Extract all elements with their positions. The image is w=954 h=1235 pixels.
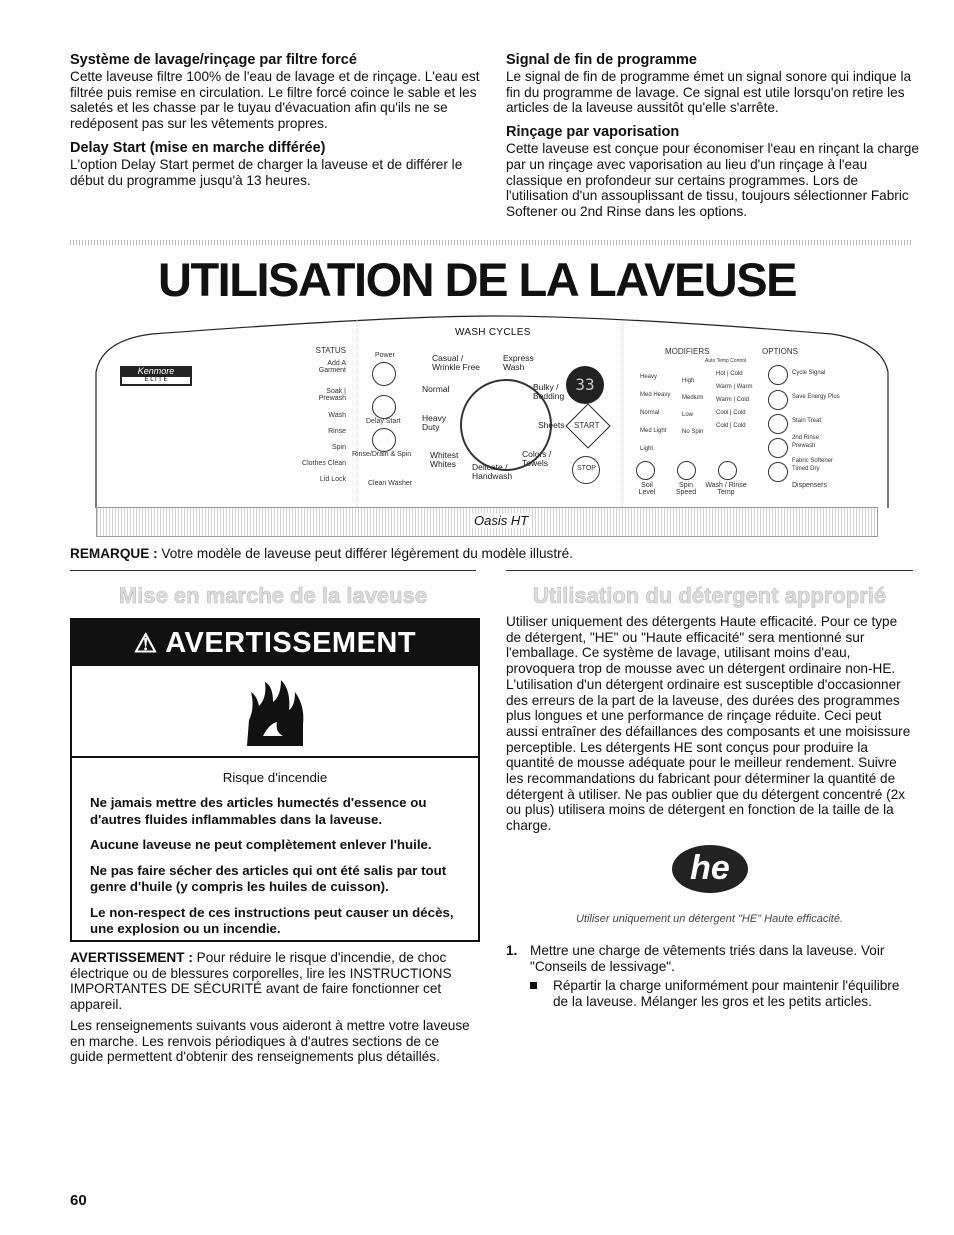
cycle-label: Casual / Wrinkle Free (432, 353, 481, 372)
soil-item: Heavy (640, 374, 658, 380)
option-item: Timed Dry (792, 466, 820, 472)
he-caption: Utiliser uniquement un détergent "HE" Haute efficacité. (575, 913, 844, 925)
bullet-icon (530, 982, 537, 989)
delay-start-label: Delay Start (366, 418, 401, 425)
top-left-column (70, 52, 480, 194)
dispensers-label: Dispensers (792, 482, 828, 489)
fire-icon-area (72, 666, 478, 758)
wash-cycles-label: WASH CYCLES (455, 327, 531, 338)
status-item: Wash (328, 412, 346, 419)
temp-list (716, 368, 752, 433)
status-item: Add A Garment (318, 360, 346, 374)
section-heading: Delay Start (mise en marche différée) (70, 139, 326, 156)
cycle-label: Delicate / Handwash (472, 462, 513, 481)
status-label: STATUS (315, 346, 346, 355)
rinse-prewash-button[interactable] (768, 438, 788, 458)
warning-text: Ne jamais mettre des articles humectés d'essence ou d'autres fluides inflammables dans la laveuse. (90, 795, 427, 827)
modifiers-label: MODIFIERS (665, 347, 710, 356)
option-item: 2nd Rinse (792, 435, 820, 441)
spin-item: No Spin (682, 429, 704, 435)
temp-item: Warm | Cold (716, 397, 750, 403)
cycle-signal-button[interactable] (768, 365, 788, 385)
warning-text: Ne pas faire sécher des articles qui ont été salis par tout genre d'huile (y compris les huiles de cuisson). (90, 862, 447, 894)
status-item: Spin (331, 444, 346, 451)
status-panel (300, 346, 346, 483)
warning-header (72, 620, 478, 666)
option-item: Fabric Softener (792, 458, 834, 464)
section-heading: Signal de fin de programme (506, 52, 697, 68)
warning-text: Le non-respect de ces instructions peut causer un décès, une explosion ou un incendie. (90, 904, 454, 936)
stain-treat-button[interactable] (768, 414, 788, 434)
fire-icon (243, 676, 307, 748)
divider (70, 570, 476, 571)
section-heading: Utilisation du détergent approprié (532, 583, 887, 608)
warning-text: Aucune laveuse ne peut complètement enlever l'huile. (90, 837, 432, 852)
temp-item: Warm | Warm (716, 384, 753, 390)
option-item: Prewash (792, 443, 816, 449)
soil-item: Normal (640, 410, 660, 416)
options-label: OPTIONS (762, 347, 799, 356)
status-item: Lid Lock (319, 476, 346, 483)
paragraph: Cette laveuse est conçue pour économiser l'eau en rinçant la charge par un rinçage avec vaporisation au lieu d'un rinçage à l'eau classique en profondeur sur certains programmes. Lors de l'utilisation d'un assouplissant de tissu, toujours sélectionner Fabric Softener ou 2nd Rinse dans les options. (506, 141, 919, 219)
brand-sub: E L I T E (122, 377, 190, 384)
status-item: Soak | Prewash (318, 388, 346, 402)
oasis-logo: Oasis HT (470, 513, 532, 528)
option-item: Cycle Signal (792, 370, 826, 376)
divider (506, 570, 913, 571)
cycle-label: Colors / Towels (522, 449, 552, 468)
cycle-label: Heavy Duty (422, 413, 447, 432)
brand-name: Kenmore (137, 366, 175, 376)
step-number: 1. (506, 943, 518, 958)
warning-box (70, 618, 480, 942)
save-energy-button[interactable] (768, 390, 788, 410)
softener-button[interactable] (768, 462, 788, 482)
hazard-title: Risque d'incendie (222, 770, 328, 785)
rinse-drain-label: Rinse/Drain & Spin (352, 451, 412, 458)
temp-item: Cool | Cold (716, 410, 746, 416)
warning-triangle-icon: ⚠ (133, 628, 158, 658)
spin-item: High (682, 378, 695, 384)
soil-level-list (640, 368, 670, 458)
temp-item: Cold | Cold (716, 423, 746, 429)
temp-knob[interactable] (718, 461, 737, 480)
cycle-label: Whitest Whites (430, 450, 459, 469)
note-text: Votre modèle de laveuse peut différer légèrement du modèle illustré. (157, 546, 573, 561)
options-list (792, 369, 840, 473)
divider (70, 240, 913, 245)
cycle-label: Sheets (538, 420, 565, 430)
option-item: Stain Treat (792, 418, 822, 424)
bullet-text: Répartir la charge uniformément pour maintenir l'équilibre de la laveuse. Mélanger les gros et les petits articles. (553, 978, 900, 1009)
power-button[interactable] (372, 362, 396, 386)
spin-item: Low (682, 412, 694, 418)
paragraph: Cette laveuse filtre 100% de l'eau de lavage et de rinçage. L'eau est filtrée puis remise en circulation. Le filtre forcé coince le sable et les saletés et les chasse par le tuyau d'évacuation afin qu'ils ne se redéposent pas sur les vêtements propres. (70, 69, 480, 132)
soil-level-knob[interactable] (636, 461, 655, 480)
rinse-drain-button[interactable] (372, 428, 396, 452)
power-label: Power (375, 352, 395, 359)
cycle-label: Express Wash (503, 353, 534, 372)
cycle-label: Normal (422, 384, 450, 394)
warning-title: AVERTISSEMENT (165, 627, 417, 659)
step-text: Mettre une charge de vêtements triés dans la laveuse. Voir "Conseils de lessivage". (530, 943, 885, 974)
page-number: 60 (70, 1192, 87, 1209)
spin-speed-list (682, 373, 703, 441)
stop-label: STOP (577, 465, 596, 472)
spin-speed-knob[interactable] (677, 461, 696, 480)
paragraph: Les renseignements suivants vous aideront à mettre votre laveuse en marche. Les renvois périodiques à d'autres sections de ce guide permettent d'obtenir des renseignements plus détaillés. (70, 1018, 470, 1065)
cycle-label: Bulky / Bedding (533, 382, 565, 401)
section-heading: Système de lavage/rinçage par filtre forcé (70, 52, 357, 68)
section-heading: Rinçage par vaporisation (506, 124, 680, 141)
soil-item: Light (640, 446, 654, 452)
kenmore-logo (120, 366, 192, 386)
avert-text: Pour réduire le risque d'incendie, de choc électrique ou de blessures corporelles, lire les INSTRUCTIONS IMPORTANTES DE SÉCURITÉ avant de faire fonctionner cet appareil. (70, 950, 452, 1013)
section-heading: Mise en marche de la laveuse (118, 583, 428, 608)
time-display: 33 (566, 366, 604, 404)
status-item: Clothes Clean (302, 460, 346, 467)
soil-item: Med Heavy (640, 392, 671, 398)
spin-item: Medium (682, 395, 704, 401)
knob-label: Wash / Rinse Temp (705, 482, 747, 496)
clean-washer-label: Clean Washer (368, 480, 413, 487)
paragraph: Utiliser uniquement des détergents Haute efficacité. Pour ce type de détergent, "HE" ou "Haute efficacité" sera mentionné sur l'emballage. Ce système de lavage, utilisant moins d'eau, provoquera trop de mousse avec un détergent ordinaire non-HE. L'utilisation d'un détergent ordinaire est susceptible d'occasionner des erreurs de la part de la laveuse, des durées des programmes plus longues et une performance de rinçage réduite. Ceci peut aussi entraîner des défaillances des composants et une moisissure perceptible. Les détergents HE sont conçus pour produire la quantité de mousse adéquate pour le meilleur rendement. Suivre les recommandations du fabricant pour déterminer la quantité de détergent à utiliser. Ne pas oublier que du détergent concentré (2x ou plus) utilisera moins de détergent en fonction de la taille de la charge. (506, 614, 911, 834)
option-item: Save Energy Plus (792, 394, 840, 400)
soil-item: Med Light (640, 428, 667, 434)
paragraph: L'option Delay Start permet de charger la laveuse et de différer le début du programme jusqu'à 13 heures. (70, 156, 463, 188)
top-right-column (506, 52, 921, 226)
status-item: Rinse (328, 428, 346, 435)
note-label: REMARQUE : (70, 546, 158, 561)
avert-paragraph (70, 950, 470, 1013)
knob-label: Soil Level (638, 482, 656, 496)
paragraph: Le signal de fin de programme émet un signal sonore qui indique la fin du programme de lavage. Ce signal est utile lorsqu'on retire les articles de la laveuse aussitôt qu'elle s'arrête. (506, 69, 912, 116)
delay-start-button[interactable] (372, 395, 396, 419)
note (70, 546, 930, 562)
knob-label: Spin Speed (675, 482, 697, 496)
temp-item: Hot | Cold (716, 371, 743, 377)
page-title: UTILISATION DE LA LAVEUSE (158, 253, 796, 306)
start-label: START (574, 421, 600, 430)
avert-label: AVERTISSEMENT : (70, 950, 193, 965)
temp-control-label: Auto Temp Control (705, 358, 747, 364)
he-logo: he (672, 845, 748, 893)
